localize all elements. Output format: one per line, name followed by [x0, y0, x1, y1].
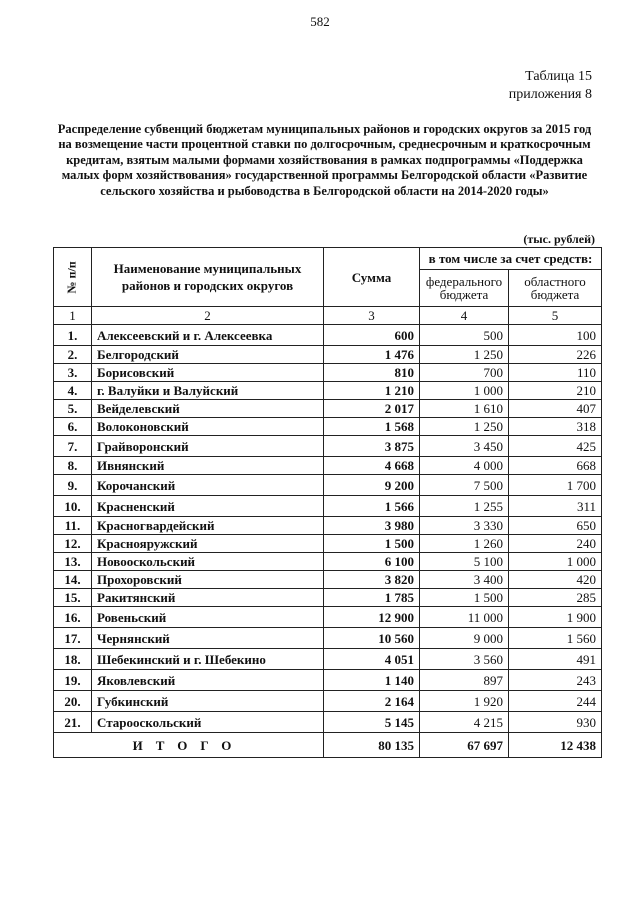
row-number: 17. [54, 628, 92, 649]
row-federal: 7 500 [420, 475, 509, 496]
row-sum: 1 566 [324, 496, 420, 517]
row-regional: 244 [509, 691, 602, 712]
row-federal: 1 260 [420, 535, 509, 553]
row-district-name: Корочанский [92, 475, 324, 496]
header-sum: Сумма [324, 248, 420, 307]
row-regional: 210 [509, 382, 602, 400]
row-district-name: Старооскольский [92, 712, 324, 733]
row-regional: 407 [509, 400, 602, 418]
row-regional: 1 560 [509, 628, 602, 649]
table-caption-line-1: Таблица 15 [525, 69, 592, 84]
row-sum: 1 476 [324, 346, 420, 364]
row-sum: 1 210 [324, 382, 420, 400]
row-regional: 1 900 [509, 607, 602, 628]
row-federal: 1 250 [420, 346, 509, 364]
header-num-label: № п/п [64, 261, 79, 294]
row-federal: 1 920 [420, 691, 509, 712]
column-number: 4 [420, 307, 509, 325]
row-federal: 1 000 [420, 382, 509, 400]
table-body [54, 307, 602, 733]
table-row [54, 346, 602, 364]
row-federal: 500 [420, 325, 509, 346]
table-row [54, 364, 602, 382]
row-number: 9. [54, 475, 92, 496]
column-number: 3 [324, 307, 420, 325]
row-regional: 240 [509, 535, 602, 553]
row-federal: 9 000 [420, 628, 509, 649]
row-regional: 285 [509, 589, 602, 607]
row-number: 19. [54, 670, 92, 691]
table-row [54, 475, 602, 496]
row-federal: 897 [420, 670, 509, 691]
header-regional: областного бюджета [509, 270, 602, 307]
units-label: (тыс. рублей) [523, 232, 595, 246]
row-sum: 6 100 [324, 553, 420, 571]
row-sum: 4 668 [324, 457, 420, 475]
row-number: 18. [54, 649, 92, 670]
row-regional: 1 000 [509, 553, 602, 571]
column-number: 1 [54, 307, 92, 325]
row-federal: 3 450 [420, 436, 509, 457]
row-regional: 425 [509, 436, 602, 457]
row-number: 10. [54, 496, 92, 517]
total-sum: 80 135 [324, 733, 420, 758]
row-sum: 9 200 [324, 475, 420, 496]
row-federal: 1 610 [420, 400, 509, 418]
table-row [54, 607, 602, 628]
row-district-name: Губкинский [92, 691, 324, 712]
row-federal: 3 330 [420, 517, 509, 535]
subvention-table [53, 247, 602, 758]
row-sum: 1 568 [324, 418, 420, 436]
table-row [54, 553, 602, 571]
row-district-name: Грайворонский [92, 436, 324, 457]
table-row [54, 457, 602, 475]
row-district-name: Ракитянский [92, 589, 324, 607]
row-sum: 12 900 [324, 607, 420, 628]
row-federal: 5 100 [420, 553, 509, 571]
row-sum: 3 875 [324, 436, 420, 457]
row-number: 12. [54, 535, 92, 553]
row-district-name: Прохоровский [92, 571, 324, 589]
row-sum: 3 980 [324, 517, 420, 535]
row-district-name: Красногвардейский [92, 517, 324, 535]
row-district-name: Волоконовский [92, 418, 324, 436]
row-number: 8. [54, 457, 92, 475]
row-number: 2. [54, 346, 92, 364]
row-regional: 110 [509, 364, 602, 382]
total-row [54, 733, 602, 758]
row-district-name: г. Валуйки и Валуйский [92, 382, 324, 400]
row-federal: 700 [420, 364, 509, 382]
header-num [54, 248, 92, 307]
total-federal: 67 697 [420, 733, 509, 758]
row-federal: 11 000 [420, 607, 509, 628]
table-row [54, 628, 602, 649]
row-sum: 1 500 [324, 535, 420, 553]
row-number: 15. [54, 589, 92, 607]
row-regional: 1 700 [509, 475, 602, 496]
row-regional: 650 [509, 517, 602, 535]
header-name: Наименование муниципальных районов и городских округов [92, 248, 324, 307]
row-number: 7. [54, 436, 92, 457]
row-sum: 2 164 [324, 691, 420, 712]
total-regional: 12 438 [509, 733, 602, 758]
row-number: 6. [54, 418, 92, 436]
row-federal: 4 215 [420, 712, 509, 733]
row-district-name: Ивнянский [92, 457, 324, 475]
row-number: 4. [54, 382, 92, 400]
row-district-name: Краснояружский [92, 535, 324, 553]
row-regional: 100 [509, 325, 602, 346]
table-row [54, 418, 602, 436]
row-federal: 1 255 [420, 496, 509, 517]
row-sum: 3 820 [324, 571, 420, 589]
row-district-name: Новооскольский [92, 553, 324, 571]
row-number: 11. [54, 517, 92, 535]
table-row [54, 589, 602, 607]
row-number: 1. [54, 325, 92, 346]
row-sum: 2 017 [324, 400, 420, 418]
row-number: 14. [54, 571, 92, 589]
row-regional: 668 [509, 457, 602, 475]
row-federal: 1 500 [420, 589, 509, 607]
table-row [54, 712, 602, 733]
row-district-name: Шебекинский и г. Шебекино [92, 649, 324, 670]
row-district-name: Ровеньский [92, 607, 324, 628]
row-number: 3. [54, 364, 92, 382]
row-district-name: Белгородский [92, 346, 324, 364]
table-row [54, 535, 602, 553]
total-label: ИТОГО [54, 733, 324, 758]
header-group: в том числе за счет средств: [420, 248, 602, 270]
row-regional: 311 [509, 496, 602, 517]
row-district-name: Вейделевский [92, 400, 324, 418]
row-number: 21. [54, 712, 92, 733]
row-number: 20. [54, 691, 92, 712]
page-number: 582 [310, 14, 330, 29]
row-sum: 4 051 [324, 649, 420, 670]
header-federal: федерального бюджета [420, 270, 509, 307]
row-district-name: Чернянский [92, 628, 324, 649]
row-district-name: Алексеевский и г. Алексеевка [92, 325, 324, 346]
row-regional: 930 [509, 712, 602, 733]
table-row [54, 325, 602, 346]
row-regional: 243 [509, 670, 602, 691]
row-sum: 10 560 [324, 628, 420, 649]
table-caption-line-2: приложения 8 [508, 87, 592, 102]
row-federal: 1 250 [420, 418, 509, 436]
row-district-name: Красненский [92, 496, 324, 517]
row-regional: 491 [509, 649, 602, 670]
table-row [54, 436, 602, 457]
row-federal: 3 560 [420, 649, 509, 670]
row-district-name: Яковлевский [92, 670, 324, 691]
document-title: Распределение субвенций бюджетам муниципальных районов и городских округов за 2015 год на возмещение части процентной ставки по долгосрочным, среднесрочным и краткосрочным кредитам, взятым малыми формами хозяйствования в рамках подпрограммы «Поддержка малых форм хозяйствования» государственной программы Белгородской области «Развитие сельского хозяйства и рыбоводства в Белгородской области на 2014-2020 годы» [57, 122, 592, 198]
table-row [54, 517, 602, 535]
table-row [54, 649, 602, 670]
row-federal: 3 400 [420, 571, 509, 589]
table-row [54, 400, 602, 418]
row-number: 5. [54, 400, 92, 418]
table-row [54, 670, 602, 691]
table-row [54, 496, 602, 517]
column-numbers-row [54, 307, 602, 325]
row-regional: 226 [509, 346, 602, 364]
row-regional: 420 [509, 571, 602, 589]
row-federal: 4 000 [420, 457, 509, 475]
column-number: 2 [92, 307, 324, 325]
row-sum: 810 [324, 364, 420, 382]
row-number: 16. [54, 607, 92, 628]
row-district-name: Борисовский [92, 364, 324, 382]
row-sum: 1 140 [324, 670, 420, 691]
row-regional: 318 [509, 418, 602, 436]
column-number: 5 [509, 307, 602, 325]
row-sum: 600 [324, 325, 420, 346]
row-sum: 1 785 [324, 589, 420, 607]
table-row [54, 691, 602, 712]
table-row [54, 382, 602, 400]
row-sum: 5 145 [324, 712, 420, 733]
row-number: 13. [54, 553, 92, 571]
table-row [54, 571, 602, 589]
